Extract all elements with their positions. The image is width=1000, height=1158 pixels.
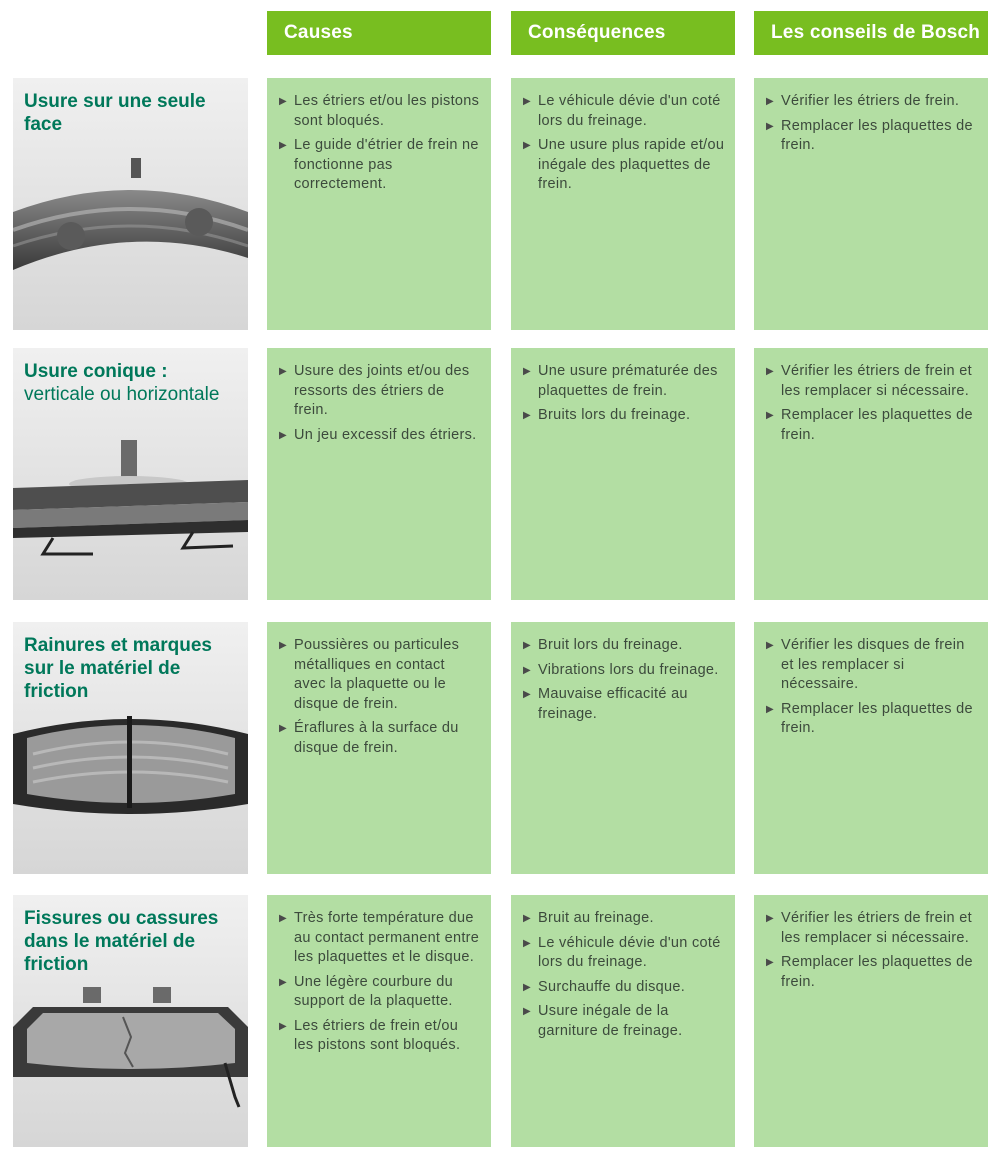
row-title: Usure conique : verticale ou horizontale: [24, 361, 220, 405]
list-item: ▶ Vibrations lors du freinage.: [523, 661, 725, 681]
brake-pad-conical-wear-image: [13, 420, 248, 600]
list-item: ▶ Vérifier les étriers de frein et les remplacer si nécessaire.: [766, 362, 978, 401]
cell-consequences-row-4: [511, 895, 735, 1147]
list-item: ▶ Une usure plus rapide et/ou inégale des plaquettes de frein.: [523, 136, 725, 195]
cell-consequences-row-2: [511, 348, 735, 600]
list-item: ▶ Remplacer les plaquettes de frein.: [766, 406, 978, 445]
list-item: ▶ Le véhicule dévie d'un coté lors du freinage.: [523, 92, 725, 131]
list-item: ▶ Vérifier les étriers de frein.: [766, 92, 978, 112]
list-item: ▶ Une légère courbure du support de la plaquette.: [279, 973, 481, 1012]
list-item: ▶ Usure inégale de la garniture de freinage.: [523, 1002, 725, 1041]
header-causes: Causes: [267, 11, 491, 55]
list-item: ▶ Les étriers de frein et/ou les pistons sont bloqués.: [279, 1017, 481, 1056]
brake-pad-cracks-image: [13, 967, 248, 1147]
list-item: ▶ Remplacer les plaquettes de frein.: [766, 953, 978, 992]
cell-causes-row-1: [267, 78, 491, 330]
list-item: ▶ Vérifier les étriers de frein et les remplacer si nécessaire.: [766, 909, 978, 948]
cell-causes-row-4: [267, 895, 491, 1147]
cell-consequences-row-3: [511, 622, 735, 874]
cell-conseils-row-1: [754, 78, 988, 330]
row-title: Fissures ou cassures dans le matériel de friction: [24, 908, 219, 975]
list-item: ▶ Remplacer les plaquettes de frein.: [766, 700, 978, 739]
list-item: ▶ Bruit au freinage.: [523, 909, 725, 929]
list-item: ▶ Vérifier les disques de frein et les remplacer si nécessaire.: [766, 636, 978, 695]
cell-conseils-row-4: [754, 895, 988, 1147]
header-consequences: Conséquences: [511, 11, 735, 55]
cell-consequences-row-1: [511, 78, 735, 330]
list-item: ▶ Le guide d'étrier de frein ne fonctionne pas correctement.: [279, 136, 481, 195]
row-title: Rainures et marques sur le matériel de friction: [24, 635, 212, 702]
list-item: ▶ Très forte température due au contact permanent entre les plaquettes et le disque.: [279, 909, 481, 968]
cell-conseils-row-3: [754, 622, 988, 874]
list-item: ▶ Le véhicule dévie d'un coté lors du freinage.: [523, 934, 725, 973]
cell-causes-row-3: [267, 622, 491, 874]
row-label-usure-conique: [13, 348, 248, 600]
list-item: ▶ Remplacer les plaquettes de frein.: [766, 117, 978, 156]
list-item: ▶ Les étriers et/ou les pistons sont bloqués.: [279, 92, 481, 131]
brake-pad-grooves-image: [13, 694, 248, 874]
list-item: ▶ Surchauffe du disque.: [523, 978, 725, 998]
list-item: ▶ Un jeu excessif des étriers.: [279, 426, 481, 446]
list-item: ▶ Poussières ou particules métalliques en contact avec la plaquette ou le disque de frein.: [279, 636, 481, 714]
row-label-rainures: [13, 622, 248, 874]
row-title: Usure sur une seule face: [24, 91, 206, 135]
header-conseils: Les conseils de Bosch: [754, 11, 988, 55]
cell-conseils-row-2: [754, 348, 988, 600]
list-item: ▶ Une usure prématurée des plaquettes de frein.: [523, 362, 725, 401]
list-item: ▶ Bruit lors du freinage.: [523, 636, 725, 656]
list-item: ▶ Mauvaise efficacité au freinage.: [523, 685, 725, 724]
list-item: ▶ Bruits lors du freinage.: [523, 406, 725, 426]
brake-pad-one-side-wear-image: [13, 150, 248, 330]
list-item: ▶ Éraflures à la surface du disque de frein.: [279, 719, 481, 758]
row-label-usure-une-face: [13, 78, 248, 330]
row-label-fissures: [13, 895, 248, 1147]
cell-causes-row-2: [267, 348, 491, 600]
list-item: ▶ Usure des joints et/ou des ressorts des étriers de frein.: [279, 362, 481, 421]
